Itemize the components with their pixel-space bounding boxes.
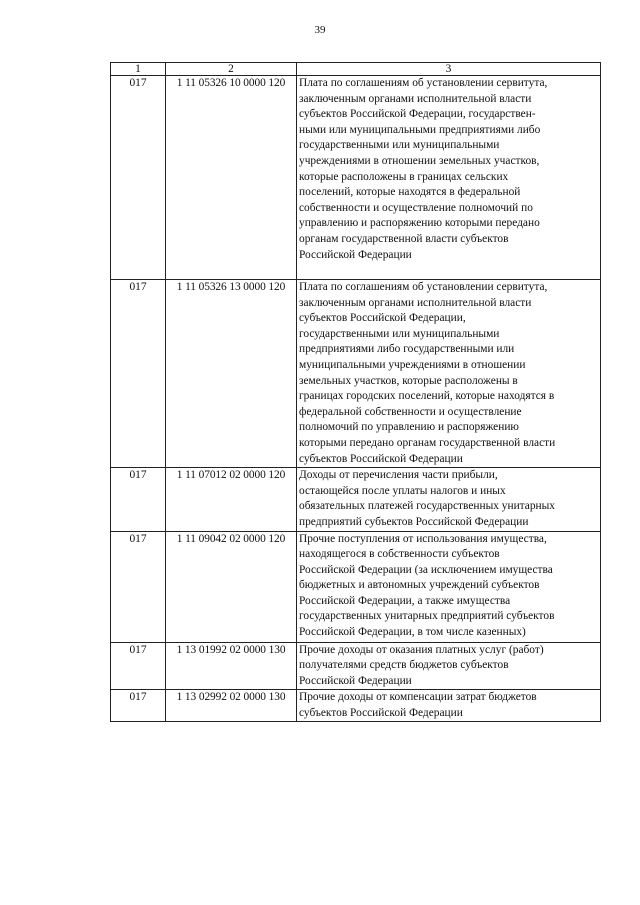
description-line: ными или муниципальными предприятиями либо <box>299 123 541 136</box>
description-line: Прочие доходы от оказания платных услуг (работ) <box>299 643 544 656</box>
description-line: Прочие доходы от компенсации затрат бюджетов <box>299 691 537 704</box>
description-line: предприятий субъектов Российской Федерации <box>299 515 529 528</box>
description-line: Российской Федерации <box>299 674 412 687</box>
table-row <box>111 76 601 280</box>
table-row <box>111 690 601 722</box>
description-line: государственных унитарных предприятий субъектов <box>299 610 555 623</box>
description-line: границах городских поселений, которые находятся в <box>299 390 555 403</box>
description-cell <box>297 690 601 722</box>
description-line: земельных участков, которые расположены в <box>299 374 518 387</box>
admin-code-cell: 017 <box>111 468 166 531</box>
description-line: полномочий по управлению и распоряжению <box>299 421 519 434</box>
description-line: заключенным органами исполнительной власти <box>299 296 532 309</box>
description-line: поселений, которые находятся в федеральной <box>299 186 521 199</box>
admin-code-cell: 017 <box>111 280 166 468</box>
description-line: Российской Федерации <box>299 248 412 261</box>
admin-code-cell: 017 <box>111 690 166 722</box>
description-line: федеральной собственности и осуществление <box>299 405 522 418</box>
description-line: собственности и осуществление полномочий по <box>299 201 533 214</box>
description-line: которые расположены в границах сельских <box>299 170 509 183</box>
description-line: остающейся после уплаты налогов и иных <box>299 484 506 497</box>
description-line: которыми передано органам государственной власти <box>299 436 556 449</box>
description-line: получателями средств бюджетов субъектов <box>299 659 509 672</box>
description-line: государственными или муниципальными <box>299 327 500 340</box>
description-line: субъектов Российской Федерации <box>299 706 463 719</box>
revenue-codes-table <box>110 62 601 722</box>
admin-code-cell: 017 <box>111 76 166 280</box>
description-line: заключенным органами исполнительной власти <box>299 92 532 105</box>
description-line: субъектов Российской Федерации, государствен- <box>299 108 536 121</box>
kbk-code-cell: 1 11 05326 13 0000 120 <box>166 280 297 468</box>
description-line: предприятиями либо государственными или <box>299 343 515 356</box>
description-line: учреждениями в отношении земельных участков, <box>299 154 540 167</box>
description-line: Российской Федерации, а также имущества <box>299 594 511 607</box>
header-col-2: 2 <box>166 63 297 76</box>
description-line: органам государственной власти субъектов <box>299 232 509 245</box>
description-cell <box>297 468 601 531</box>
kbk-code-cell: 1 13 02992 02 0000 130 <box>166 690 297 722</box>
admin-code-cell: 017 <box>111 642 166 690</box>
description-line: муниципальными учреждениями в отношении <box>299 358 526 371</box>
kbk-code-cell: 1 11 07012 02 0000 120 <box>166 468 297 531</box>
description-line: Российской Федерации, в том числе казенных) <box>299 626 526 639</box>
table-header-row <box>111 63 601 76</box>
table-row <box>111 280 601 468</box>
description-line: Прочие поступления от использования имущества, <box>299 532 547 545</box>
description-cell <box>297 76 601 280</box>
header-col-1: 1 <box>111 63 166 76</box>
kbk-code-cell: 1 11 09042 02 0000 120 <box>166 531 297 642</box>
description-line: субъектов Российской Федерации <box>299 452 463 465</box>
kbk-code-cell: 1 11 05326 10 0000 120 <box>166 76 297 280</box>
description-line: Российской Федерации (за исключением имущества <box>299 563 553 576</box>
description-line: Доходы от перечисления части прибыли, <box>299 469 498 482</box>
header-col-3: 3 <box>297 63 601 76</box>
description-line: находящегося в собственности субъектов <box>299 548 500 561</box>
kbk-code-cell: 1 13 01992 02 0000 130 <box>166 642 297 690</box>
description-line: Плата по соглашениям об установлении сервитута, <box>299 281 548 293</box>
description-line: субъектов Российской Федерации, <box>299 312 466 325</box>
description-cell <box>297 642 601 690</box>
description-line: управлению и распоряжению которыми передано <box>299 217 540 230</box>
description-line: Плата по соглашениям об установлении сервитута, <box>299 77 548 89</box>
table-row <box>111 642 601 690</box>
description-cell <box>297 531 601 642</box>
description-cell <box>297 280 601 468</box>
description-line: государственными или муниципальными <box>299 139 500 152</box>
description-line: обязательных платежей государственных унитарных <box>299 500 555 513</box>
admin-code-cell: 017 <box>111 531 166 642</box>
page-number: 39 <box>314 24 326 36</box>
description-line: бюджетных и автономных учреждений субъектов <box>299 579 540 592</box>
table-row <box>111 531 601 642</box>
table-row <box>111 468 601 531</box>
